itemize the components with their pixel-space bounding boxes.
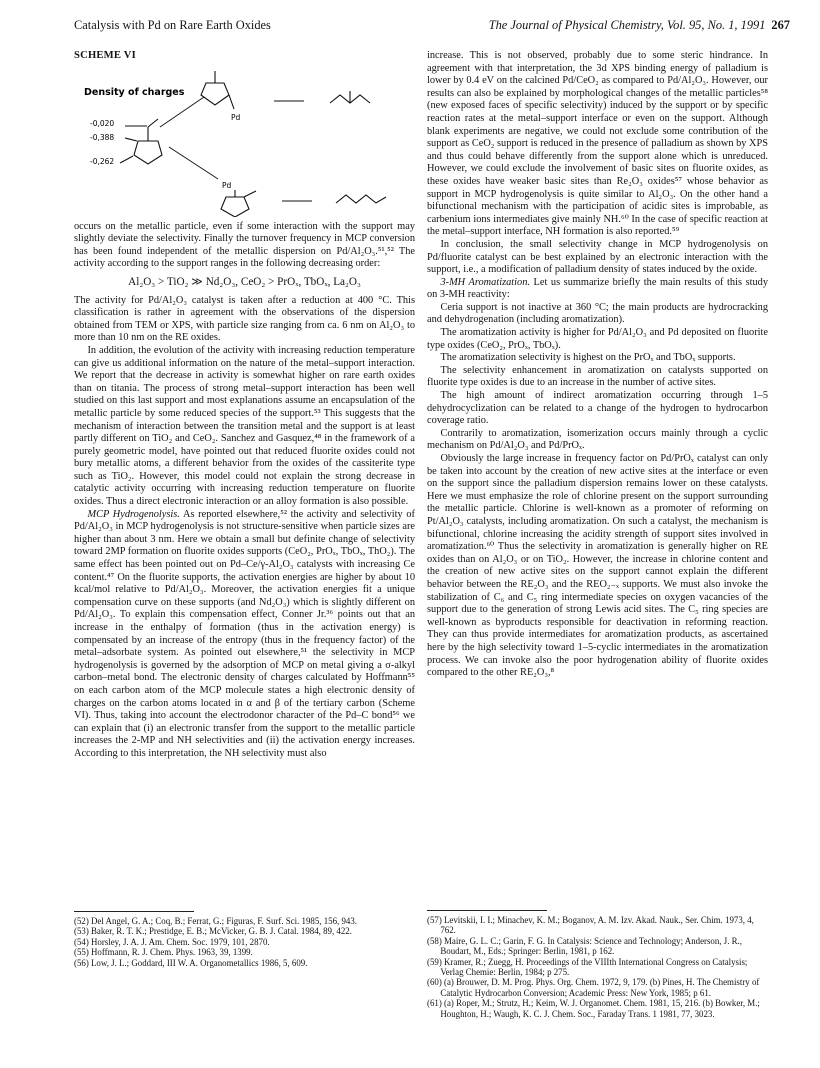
paragraph: [427, 277, 768, 302]
page-number: 267: [771, 18, 790, 32]
right-column: [427, 50, 768, 680]
footnotes-right: [427, 904, 768, 1019]
footnote: (60) (a) Brouwer, D. M. Prog. Phys. Org. Chem. 1972, 9, 179. (b) Pines, H. The Chemistry of Catalytic Hydrocarbon Conversion; Academic Press: New York, 1985; p 61.: [427, 977, 760, 998]
paragraph: Contrarily to aromatization, isomerization occurs mainly through a cyclic mechanism on Pd/Al₂O₃ and Pd/PrOₓ.: [427, 427, 768, 452]
footnote: (56) Low, J. L.; Goddard, III W. A. Organometallics 1986, 5, 609.: [74, 957, 308, 968]
journal-name: The Journal of Physical Chemistry, Vol. 95, No. 1, 1991: [488, 18, 766, 32]
footnote: (54) Horsley, J. A. J. Am. Chem. Soc. 1979, 101, 2870.: [74, 936, 270, 947]
paragraph: The activity for Pd/Al₂O₃ catalyst is taken after a reduction at 400 °C. This classification is rather in agreement with the observations of the dispersion obtained from TEM or XPS, with particle size ranging from ca. 6 nm on Al₂O₃ to more than 10 nm on the RE oxides.: [74, 294, 415, 344]
footnote: (58) Maire, G. L. C.; Garin, F. G. In Catalysis: Science and Technology; Anderson, J. R., Boudart, M., Eds.; Springer: Berlin, 1981, p 162.: [427, 935, 742, 957]
adsorbed-ring-bottom: [221, 190, 256, 217]
paragraph: The aromatization activity is higher for Pd/Al₂O₃ and Pd deposited on fluorite type oxides (CeO₂, PrOₓ, TbOₓ).: [427, 327, 768, 351]
footnote: (55) Hoffmann, R. J. Chem. Phys. 1963, 39, 1399.: [74, 947, 253, 958]
activity-order-equation: Al₂O₃ > TiO₂ ≫ Nd₂O₃, CeO₂ > PrOₓ, TbOₓ, La₂O₃: [128, 275, 361, 288]
pd-label-bottom: Pd: [222, 180, 232, 190]
paragraph: In addition, the evolution of the activity with increasing reduction temperature can give us additional information on the nature of the metal–support interaction. We report that the decrease in activity is somewhat higher on rare earth oxides than on titania. The process of strong metal–support interaction has been well studied on this last support and most explanations assume an encapsulation of the metallic particle by some reduced species of the support.⁵³ This suggests that the mechanism of interaction between the transition metal and the support is at least partly different on TiO₂ and CeO₂. Sanchez and Gasquez,⁴⁸ in the framework of a purely geometric model, have pointed out that reduced fluorite oxides could not bury metallic atoms, a different behavior from the oxides of the cassiterite type such as TiO₂. However, this model could not explain the strong decrease in catalytic activity occurring with increasing reduction temperature on fluorite oxides. Thus a direct electronic interaction or an alloy formation is also possible.: [74, 344, 415, 508]
adsorbed-ring-top: [201, 71, 234, 109]
footnote: (59) Kramer, R.; Zuegg, H. Proceedings of the VIIIth International Congress on Catalysis; Verlag Chemie: Berlin, 1984; p 275.: [427, 956, 748, 978]
section-heading-mcp: MCP Hydrogenolysis.: [87, 508, 180, 520]
running-head: Catalysis with Pd on Rare Earth Oxides: [74, 18, 271, 32]
paragraph: Ceria support is not inactive at 360 °C; the main products are hydrocracking and dehydrogenation (including aromatization).: [427, 301, 768, 326]
scheme-title: SCHEME VI: [74, 50, 136, 61]
pd-label-top: Pd: [231, 112, 241, 122]
footnote: (53) Baker, R. T. K.; Prestidge, E. B.; McVicker, G. B. J. Catal. 1984, 89, 422.: [74, 926, 352, 937]
paragraph: increase. This is not observed, probably due to some steric hindrance. In agreement with that interpretation, the 3d XPS binding energy of palladium is lower by 0.4 eV on the calcined Pd/CeO₂ as compared to Pd/Al₂O₃. However, our results can also be explained by morphological changes of the metallic particles⁵⁸ (new exposed faces of specific selectivity) induced by the support or by specific reaction rates at the metal–support interface or even on the support. Although blank experiments are negative, we could not exclude some contribution of the support as CeO₂ support is reduced in the presence of palladium as shown by XPS and thus could behave differently from the support alone which is unreduced. However, we could exclude the involvement of basic sites on fluorite oxides, as these oxides have weaker basic sites than Re₂O₃ oxides⁵⁷ whose behavior as support in MCP hydrogenolysis is quite similar to Al₂O₃. On the other hand a bifunctional mechanism with the participation of acidic sites is improbable, as carbenium ions intermediates give mainly NH.⁶⁰ In the case of specific reaction at the metal–support interface, NH formation is also reported.⁵⁹: [427, 50, 768, 238]
section-heading-3mh: 3-MH Aromatization.: [440, 276, 530, 288]
scheme-figure: [74, 69, 415, 217]
charge-label-1: -0,020: [90, 118, 115, 128]
paragraph: The aromatization selectivity is highest on the PrOₓ and TbOₓ supports.: [440, 352, 736, 364]
journal-citation: [489, 18, 790, 33]
paragraph: occurs on the metallic particle, even if some interaction with the support may slightly deviate the selectivity. Finally the turnover frequency in MCP conversion has been found independent of the metallic dispersion on Pd/Al₂O₃.⁵¹,⁵² The activity according to the support ranges in the following decreasing order:: [74, 220, 415, 270]
paragraph: Obviously the large increase in frequency factor on Pd/PrOₓ catalyst can only be taken into account by the creation of new active sites at the interface or even on the support since the palladium dispersion remains lower on these catalysts. Here we must emphasize the role of chlorine present on the support surrounding the metallic particle. Chlorine is well-known as a promoter of reforming on Pt/Al₂O₃ catalysts, including aromatization. On such a catalyst, the mechanism is bifunctional, chlorine increasing the acidity strength of support sites involved in aromatization.⁶⁰ Thus the selectivity in aromatization is generally higher on RE oxides than on Al₂O₃ or on TiO₂. However, the increase in chlorine content and the creation of new active sites on the support cannot explain the different behavior between the RE₂O₃ and the REO₂₋ₓ supports. We must also invoke the stabilization of C₆ and C₅ ring intermediate species on oxygen vacancies of the support due to the generation of strong Lewis acid sites. The C₅ ring species are well-known as byproducts responsible for deactivation in reforming reaction. They can thus provide intermediates for aromatization products, as ascertained here by the high selectivity toward 1–5-cyclic intermediates in the aromatization process. We can invoke also the poor hydrogenation ability of fluorite oxides compared to the other RE₂O₃,⁸: [427, 453, 768, 679]
footnotes-left: [74, 905, 415, 968]
footnote: (57) Levitskii, I. I.; Minachev, K. M.; Boganov, A. M. Izv. Akad. Nauk., Ser. Chim. 1973, 4, 762.: [427, 915, 754, 936]
density-label: Density of charges: [84, 86, 185, 98]
paragraph-text: Let us summarize briefly the main results of this study on 3-MH reactivity:: [427, 276, 769, 301]
paragraph: The selectivity enhancement in aromatization on catalysts supported on fluorite type oxides is due to an increase in the number of active sites.: [427, 364, 768, 389]
mcp-molecule: [120, 119, 162, 164]
footnote-rule: [74, 911, 194, 912]
footnote: (52) Del Angel, G. A.; Coq, B.; Ferrat, G.; Figuras, F. Surf. Sci. 1985, 156, 943.: [74, 916, 358, 926]
paragraph: [74, 509, 415, 761]
paragraph: The high amount of indirect aromatization occurring through 1–5 dehydrocyclization can be related to a change of the hydrogen to hydrocarbon coverage ratio.: [427, 390, 768, 427]
footnote: (61) (a) Roper, M.; Strutz, H.; Keim, W. J. Organomet. Chem. 1981, 15, 216. (b) Bowker, M.; Houghton, H.; Waugh, K. C. J. Chem. Soc., Faraday Trans. 1 1981, 77, 3023.: [427, 998, 760, 1019]
charge-label-2: -0,388: [90, 132, 115, 142]
paragraph-text: As reported elsewhere,⁵² the activity and selectivity of Pd/Al₂O₃ in MCP hydrogenolysis is not structure-sensitive when particle sizes are higher than about 3 nm. Here we obtain a small but definite change of selectivity toward 2MP formation on fluorite oxides supports (CeO₂, PrOₓ, TbOₓ, ThO₂). The same effect has been pointed out on Pd–Ce/γ-Al₂O₃ catalysts with increasing Ce content.⁴⁷ On the fluorite supports, the activation energies are higher by about 10 kcal/mol relative to Pd/Al₂O₃. Moreover, the activation energies fit a unique compensation curve on these supports (and Nd₂O₃) which is slightly different on Pd/Al₂O₃. To explain this compensation effect, Conner Jr.³⁶ points out that an increase in the enthalpy of formation (thus in the activation energy) is compensated by an increase of the entropy (thus in the frequency factor) of the metal–adsorbate system. As pointed out elsewhere,⁵¹ the selectivity in MCP hydrogenolysis is governed by the adsorption of MCP on metal giving a σ-alkyl carbon–metal bond. The electronic density of charges calculated by Hoffmann⁵⁵ on each carbon atom of the MCP molecule states a high electronic density of charges on the carbon atoms located in α and β of the tertiary carbon (Scheme VI). Thus, taking into account the electrodonor character of the Pd–C bond⁵⁶ we can explain that (i) an electronic transfer from the support to the metallic particle increases the 2-MP and NH selectivities and (ii) the activation energy increases. According to this interpretation, the NH selectivity must also: [74, 508, 415, 759]
charge-label-3: -0,262: [90, 156, 115, 166]
product-chain-bottom: [336, 195, 386, 203]
left-column: [74, 50, 415, 761]
footnote-rule: [427, 910, 547, 911]
paragraph: In conclusion, the small selectivity change in MCP hydrogenolysis on Pd/fluorite catalyst can be best explained by an electronic interaction with the support, i.e., a modification of palladium density of states induced by the oxide.: [427, 238, 768, 276]
